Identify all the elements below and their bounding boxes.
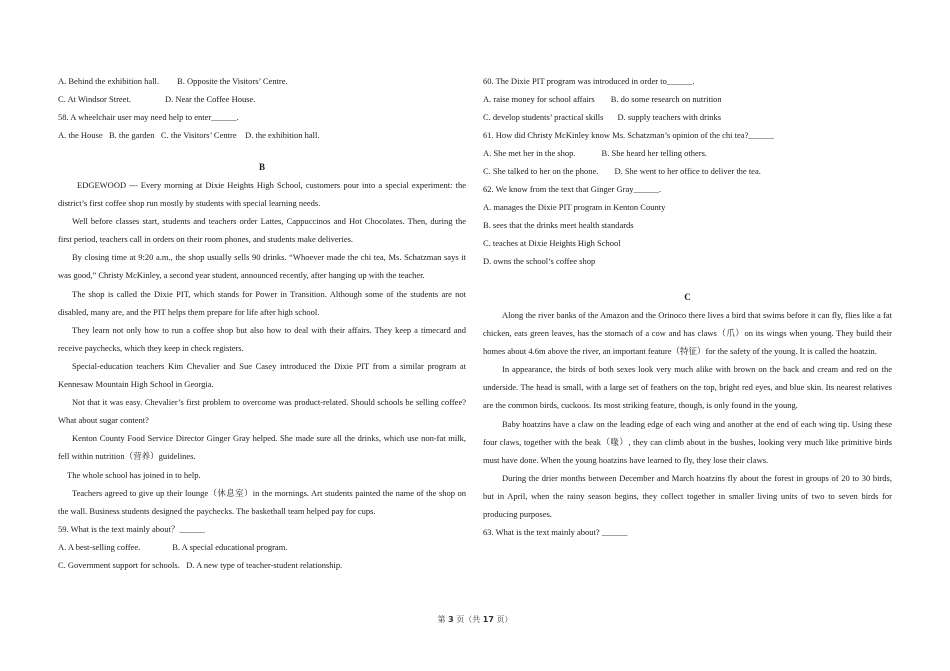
q59-options-ab	[58, 538, 466, 556]
page-footer	[0, 615, 950, 625]
passage-b-paragraph: Well before classes start, students and teachers order Lattes, Cappuccinos and Hot Chocolates. Then, during the first period, teachers call in orders on their room phones, and students make deliveries.	[58, 216, 466, 245]
q58-options: A. the House B. the garden C. the Visitors’ Centre D. the exhibition hall.	[58, 130, 320, 140]
q58-stem: 58. A wheelchair user may need help to enter______.	[58, 112, 239, 122]
passage-b-paragraph: The whole school has joined in to help.	[67, 469, 201, 480]
q60-option-a: A. raise money for school affairs	[483, 94, 595, 104]
passage-c-paragraph: In appearance, the birds of both sexes look very much alike with brown on the back and cream and red on the underside. The head is small, with a large set of feathers on the top, bright red eyes, and blue skin. Its nearest relatives are the common birds, cuckoos. Its most striking feature, though, is only found in the young.	[483, 364, 892, 411]
q61-options-ab	[483, 144, 892, 162]
q61-options-cd	[483, 162, 892, 180]
q57-options-cd	[58, 90, 466, 108]
passage-c-paragraph: During the drier months between December and March hoatzins fly about the forest in groups of 20 to 30 birds, but in April, when the rainy season begins, they collect together in smaller living units of two to seven birds for producing purposes.	[483, 472, 892, 520]
q62-stem: 62. We know from the text that Ginger Gray______.	[483, 184, 662, 194]
passage-b-paragraph: By closing time at 9:20 a.m., the shop usually sells 90 drinks. “Whoever made the chi tea, Ms. Schatzman says it was good,” Christy McKinley, a second year student, announced recently, after hanging up with the teacher.	[58, 252, 466, 281]
q61-stem: 61. How did Christy McKinley know Ms. Schatzman’s opinion of the chi tea?______	[483, 130, 774, 140]
passage-b-paragraph: Special-education teachers Kim Chevalier and Sue Casey introduced the Dixie PIT from a similar program at Kennesaw Mountain High School in Georgia.	[58, 360, 466, 390]
q61-option-a: A. She met her in the shop.	[483, 148, 576, 158]
q62-option-d: D. owns the school’s coffee shop	[483, 256, 596, 266]
passage-b-paragraph: EDGEWOOD --- Every morning at Dixie Heights High School, customers pour into a special experiment: the district’s first coffee shop run mostly by students with special learning needs.	[58, 180, 466, 209]
passage-b-paragraph: The shop is called the Dixie PIT, which stands for Power in Transition. Although some of the students are not disabled, many are, and the PIT helps them prepare for life after high school.	[58, 288, 466, 317]
passage-b-paragraph: They learn not only how to run a coffee shop but also how to deal with their affairs. They keep a timecard and receive paychecks, which they keep in check registers.	[58, 324, 466, 353]
q57-option-d: D. Near the Coffee House.	[164, 94, 256, 104]
passage-c-paragraph: Baby hoatzins have a claw on the leading edge of each wing and another at the end of each wing tip. Using these four claws, together with the beak（喙）, they can climb about in the bushes, looking very much like primitive birds must have done. When the young hoatzins have learned to fly, they lose their claws.	[483, 418, 892, 465]
q62-option-b: B. sees that the drinks meet health standards	[483, 220, 634, 230]
q61-option-b: B. She heard her telling others.	[601, 148, 708, 158]
q62-option-a: A. manages the Dixie PIT program in Kenton County	[483, 202, 666, 212]
passage-b-paragraph: Teachers agreed to give up their lounge（休息室）in the mornings. Art students painted the name of the shop on the wall. Business students designed the paychecks. The basketball team helped pay for cups.	[58, 487, 466, 516]
q61-option-d: D. She went to her office to deliver the tea.	[614, 166, 761, 176]
q60-option-c: C. develop students’ practical skills	[483, 112, 604, 122]
q57-option-b: B. Opposite the Visitors’ Centre.	[177, 76, 288, 86]
q59-option-a: A. A best-selling coffee.	[58, 541, 141, 552]
q61-option-c: C. She talked to her on the phone.	[483, 166, 599, 176]
q60-options-cd	[483, 108, 892, 126]
q59-options-cd: C. Government support for schools. D. A new type of teacher-student relationship.	[58, 559, 343, 570]
passage-c-paragraph: Along the river banks of the Amazon and the Orinoco there lives a bird that swims before it can fly, flies like a fat chicken, eats green leaves, has the stomach of a cow and has claws（爪）on its wings when young. They build their homes about 4.6m above the river, an important feature（特征）for the safety of the young. It is called the hoatzin.	[483, 310, 892, 357]
left-column	[58, 72, 466, 574]
q60-stem: 60. The Dixie PIT program was introduced in order to______.	[483, 76, 695, 86]
footer-page-number: 3	[448, 615, 454, 624]
q60-option-d: D. supply teachers with drinks	[617, 112, 722, 122]
q59-stem: 59. What is the text mainly about？______	[58, 523, 205, 534]
q63-stem: 63. What is the text mainly about? ______	[483, 527, 628, 538]
footer-suffix: 页）	[496, 615, 513, 624]
q59-option-b: B. A special educational program.	[172, 541, 288, 552]
footer-total-pages: 17	[482, 615, 494, 624]
q57-options-ab	[58, 72, 466, 90]
q60-option-b: B. do some research on nutrition	[610, 94, 722, 104]
q57-option-c: C. At Windsor Street.	[58, 94, 131, 104]
passage-b-paragraph: Kenton County Food Service Director Ginger Gray helped. She made sure all the drinks, which use non-fat milk, fell within nutrition（营养）guidelines.	[58, 433, 466, 462]
passage-b-paragraph: Not that it was easy. Chevalier’s first problem to overcome was product-related. Should schools be selling coffee? What about sugar content?	[58, 397, 466, 426]
q57-option-a: A. Behind the exhibition hall.	[58, 76, 160, 86]
footer-middle: 页（共	[456, 615, 481, 624]
right-column	[483, 72, 892, 541]
section-b-heading: B	[258, 162, 265, 172]
q62-option-c: C. teaches at Dixie Heights High School	[483, 238, 621, 248]
q60-options-ab	[483, 90, 892, 108]
footer-prefix: 第	[437, 615, 446, 624]
section-c-heading: C	[684, 292, 691, 302]
